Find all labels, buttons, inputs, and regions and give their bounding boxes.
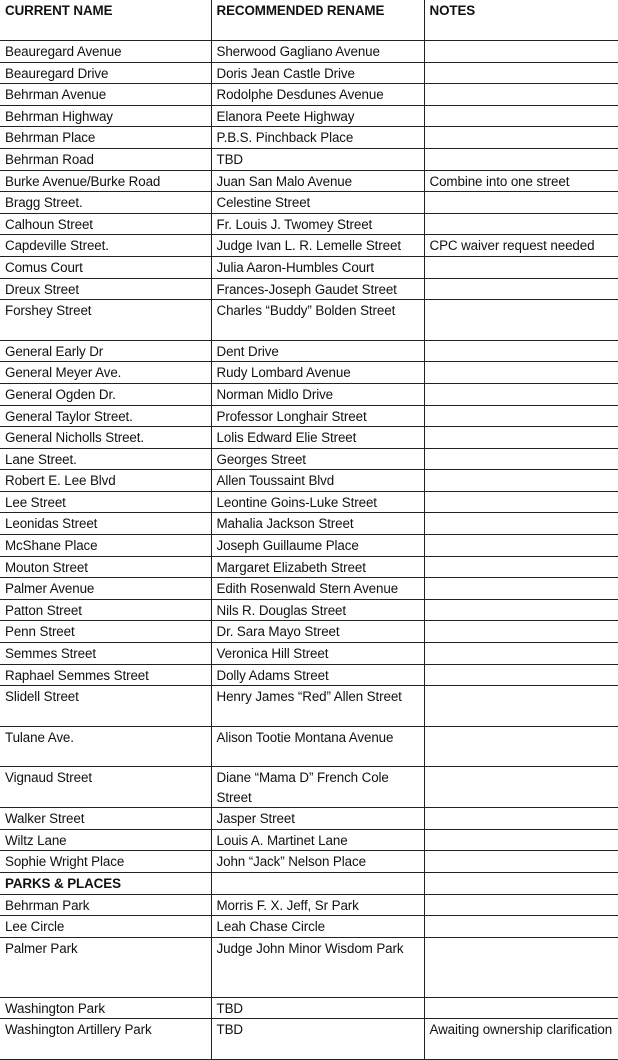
notes-cell [424, 894, 618, 916]
notes-cell [424, 916, 618, 938]
table-row [0, 213, 618, 235]
table-row [0, 997, 618, 1019]
notes-cell [424, 148, 618, 170]
current-name-cell: Forshey Street [0, 300, 211, 341]
current-name-cell: Raphael Semmes Street [0, 664, 211, 686]
recommended-rename-cell: Charles “Buddy” Bolden Street [211, 300, 424, 341]
current-name-cell: Behrman Avenue [0, 84, 211, 106]
table-row [0, 686, 618, 727]
current-name-cell: Behrman Place [0, 127, 211, 149]
notes-cell [424, 491, 618, 513]
current-name-cell: Vignaud Street [0, 767, 211, 808]
recommended-rename-cell: Julia Aaron-Humbles Court [211, 256, 424, 278]
parks-section [0, 894, 618, 1059]
parks-section-header [0, 873, 618, 895]
notes-cell [424, 643, 618, 665]
table-row [0, 726, 618, 767]
current-name-cell: Washington Artillery Park [0, 1019, 211, 1060]
table-row [0, 937, 618, 997]
notes-cell [424, 84, 618, 106]
current-name-cell: Capdeville Street. [0, 235, 211, 257]
current-name-cell: Lee Circle [0, 916, 211, 938]
recommended-rename-cell: Fr. Louis J. Twomey Street [211, 213, 424, 235]
recommended-rename-cell: Allen Toussaint Blvd [211, 470, 424, 492]
current-name-cell: General Ogden Dr. [0, 383, 211, 405]
recommended-rename-cell: Lolis Edward Elie Street [211, 427, 424, 449]
table-row [0, 556, 618, 578]
table-row [0, 448, 618, 470]
recommended-rename-cell: Jasper Street [211, 808, 424, 830]
table-row [0, 829, 618, 851]
notes-cell [424, 470, 618, 492]
table-row [0, 41, 618, 63]
recommended-rename-cell: Diane “Mama D” French Cole Street [211, 767, 424, 808]
notes-cell [424, 829, 618, 851]
current-name-cell: Palmer Avenue [0, 578, 211, 600]
current-name-cell: Semmes Street [0, 643, 211, 665]
section-empty-cell [424, 873, 618, 895]
recommended-rename-cell: Juan San Malo Avenue [211, 170, 424, 192]
recommended-rename-cell: Judge Ivan L. R. Lemelle Street [211, 235, 424, 257]
recommended-rename-cell: Professor Longhair Street [211, 405, 424, 427]
table-row [0, 84, 618, 106]
notes-cell [424, 767, 618, 808]
header-notes: NOTES [424, 0, 618, 41]
notes-cell [424, 448, 618, 470]
current-name-cell: Sophie Wright Place [0, 851, 211, 873]
notes-cell [424, 405, 618, 427]
notes-cell [424, 535, 618, 557]
table-row [0, 470, 618, 492]
current-name-cell: Comus Court [0, 256, 211, 278]
table-row [0, 235, 618, 257]
recommended-rename-cell: Joseph Guillaume Place [211, 535, 424, 557]
streets-section [0, 41, 618, 873]
current-name-cell: Bragg Street. [0, 192, 211, 214]
recommended-rename-cell: Norman Midlo Drive [211, 383, 424, 405]
recommended-rename-cell: TBD [211, 1019, 424, 1060]
current-name-cell: Burke Avenue/Burke Road [0, 170, 211, 192]
table-row [0, 362, 618, 384]
recommended-rename-cell: Dr. Sara Mayo Street [211, 621, 424, 643]
recommended-rename-cell: Frances-Joseph Gaudet Street [211, 278, 424, 300]
recommended-rename-cell: Doris Jean Castle Drive [211, 62, 424, 84]
current-name-cell: Beauregard Avenue [0, 41, 211, 63]
table-row [0, 599, 618, 621]
table-row [0, 340, 618, 362]
notes-cell [424, 105, 618, 127]
recommended-rename-cell: Leah Chase Circle [211, 916, 424, 938]
recommended-rename-cell: TBD [211, 148, 424, 170]
notes-cell: CPC waiver request needed [424, 235, 618, 257]
recommended-rename-cell: Morris F. X. Jeff, Sr Park [211, 894, 424, 916]
header-current-name: CURRENT NAME [0, 0, 211, 41]
section-row [0, 873, 618, 895]
recommended-rename-cell: Dent Drive [211, 340, 424, 362]
notes-cell [424, 937, 618, 997]
table-row [0, 62, 618, 84]
notes-cell [424, 808, 618, 830]
table-row [0, 256, 618, 278]
current-name-cell: General Taylor Street. [0, 405, 211, 427]
current-name-cell: Leonidas Street [0, 513, 211, 535]
notes-cell [424, 62, 618, 84]
notes-cell: Awaiting ownership clarification [424, 1019, 618, 1060]
notes-cell [424, 556, 618, 578]
recommended-rename-cell: Dolly Adams Street [211, 664, 424, 686]
table-row [0, 383, 618, 405]
notes-cell [424, 427, 618, 449]
table-row [0, 808, 618, 830]
table-row [0, 513, 618, 535]
recommended-rename-cell: Judge John Minor Wisdom Park [211, 937, 424, 997]
notes-cell [424, 578, 618, 600]
notes-cell [424, 362, 618, 384]
recommended-rename-cell: P.B.S. Pinchback Place [211, 127, 424, 149]
table-row [0, 535, 618, 557]
table-row [0, 916, 618, 938]
notes-cell [424, 213, 618, 235]
table-row [0, 491, 618, 513]
table-row [0, 148, 618, 170]
recommended-rename-cell: John “Jack” Nelson Place [211, 851, 424, 873]
header-recommended-rename: RECOMMENDED RENAME [211, 0, 424, 41]
current-name-cell: McShane Place [0, 535, 211, 557]
notes-cell [424, 726, 618, 767]
section-title: PARKS & PLACES [0, 873, 211, 895]
notes-cell [424, 256, 618, 278]
recommended-rename-cell: Rudy Lombard Avenue [211, 362, 424, 384]
notes-cell [424, 41, 618, 63]
table-row [0, 278, 618, 300]
section-empty-cell [211, 873, 424, 895]
table-row [0, 405, 618, 427]
recommended-rename-cell: Rodolphe Desdunes Avenue [211, 84, 424, 106]
current-name-cell: Robert E. Lee Blvd [0, 470, 211, 492]
notes-cell [424, 621, 618, 643]
recommended-rename-cell: Veronica Hill Street [211, 643, 424, 665]
current-name-cell: Lee Street [0, 491, 211, 513]
current-name-cell: Behrman Road [0, 148, 211, 170]
current-name-cell: Walker Street [0, 808, 211, 830]
current-name-cell: Calhoun Street [0, 213, 211, 235]
notes-cell [424, 851, 618, 873]
current-name-cell: General Early Dr [0, 340, 211, 362]
table-row [0, 1019, 618, 1060]
current-name-cell: Tulane Ave. [0, 726, 211, 767]
recommended-rename-cell: Margaret Elizabeth Street [211, 556, 424, 578]
table-row [0, 851, 618, 873]
current-name-cell: Beauregard Drive [0, 62, 211, 84]
recommended-rename-cell: Nils R. Douglas Street [211, 599, 424, 621]
table-row [0, 105, 618, 127]
recommended-rename-cell: Sherwood Gagliano Avenue [211, 41, 424, 63]
recommended-rename-cell: TBD [211, 997, 424, 1019]
current-name-cell: Palmer Park [0, 937, 211, 997]
notes-cell [424, 340, 618, 362]
notes-cell [424, 599, 618, 621]
current-name-cell: General Meyer Ave. [0, 362, 211, 384]
table-row [0, 127, 618, 149]
recommended-rename-cell: Mahalia Jackson Street [211, 513, 424, 535]
current-name-cell: Wiltz Lane [0, 829, 211, 851]
notes-cell: Combine into one street [424, 170, 618, 192]
table-row [0, 300, 618, 341]
notes-cell [424, 513, 618, 535]
current-name-cell: Washington Park [0, 997, 211, 1019]
table-header-row [0, 0, 618, 41]
table-row [0, 664, 618, 686]
recommended-rename-cell: Georges Street [211, 448, 424, 470]
current-name-cell: Lane Street. [0, 448, 211, 470]
notes-cell [424, 997, 618, 1019]
recommended-rename-cell: Alison Tootie Montana Avenue [211, 726, 424, 767]
table-row [0, 427, 618, 449]
notes-cell [424, 686, 618, 727]
recommended-rename-cell: Louis A. Martinet Lane [211, 829, 424, 851]
recommended-rename-cell: Elanora Peete Highway [211, 105, 424, 127]
current-name-cell: Dreux Street [0, 278, 211, 300]
table-row [0, 643, 618, 665]
table-row [0, 170, 618, 192]
current-name-cell: Behrman Highway [0, 105, 211, 127]
notes-cell [424, 127, 618, 149]
recommended-rename-cell: Leontine Goins-Luke Street [211, 491, 424, 513]
notes-cell [424, 278, 618, 300]
current-name-cell: Mouton Street [0, 556, 211, 578]
table-row [0, 621, 618, 643]
current-name-cell: Behrman Park [0, 894, 211, 916]
table-row [0, 767, 618, 808]
current-name-cell: Patton Street [0, 599, 211, 621]
notes-cell [424, 664, 618, 686]
recommended-rename-cell: Edith Rosenwald Stern Avenue [211, 578, 424, 600]
notes-cell [424, 383, 618, 405]
table-row [0, 578, 618, 600]
current-name-cell: General Nicholls Street. [0, 427, 211, 449]
current-name-cell: Penn Street [0, 621, 211, 643]
recommended-rename-cell: Celestine Street [211, 192, 424, 214]
table-row [0, 894, 618, 916]
notes-cell [424, 192, 618, 214]
table-row [0, 192, 618, 214]
notes-cell [424, 300, 618, 341]
current-name-cell: Slidell Street [0, 686, 211, 727]
recommended-rename-cell: Henry James “Red” Allen Street [211, 686, 424, 727]
